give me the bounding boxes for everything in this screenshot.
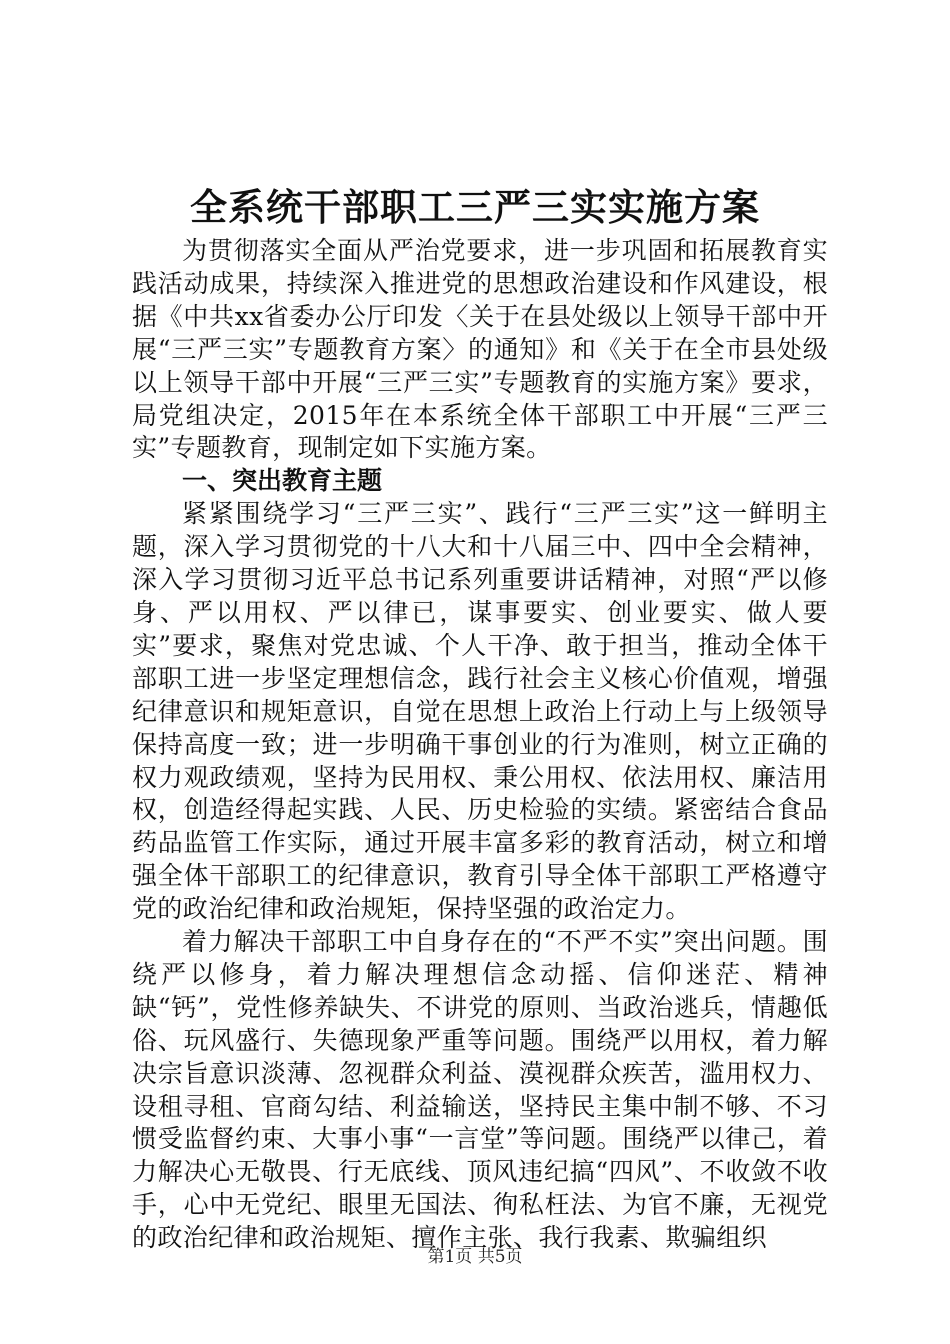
- page-number-footer: 第1页 共5页: [427, 1247, 523, 1267]
- section-heading: 一、突出教育主题: [182, 466, 383, 496]
- section-paragraph-1: 紧紧围绕学习“三严三实”、践行“三严三实”这一鲜明主题，深入学习贯彻党的十八大和十八届三中、四中全会精神，深入学习贯彻习近平总书记系列重要讲话精神，对照“严以修身、严以用权、严以律已，谋事要实、创业要实、做人要实”要求，聚焦对党忠诚、个人干净、敢于担当，推动全体干部职工进一步坚定理想信念，践行社会主义核心价值观，增强纪律意识和规矩意识，自觉在思想上政治上行动上与上级领导保持高度一致；进一步明确干事创业的行为准则，树立正确的权力观政绩观，坚持为民用权、秉公用权、依法用权、廉洁用权，创造经得起实践、人民、历史检验的实绩。紧密结合食品药品监管工作实际，通过开展丰富多彩的教育活动，树立和增强全体干部职工的纪律意识，教育引导全体干部职工严格遵守党的政治纪律和政治规矩，保持坚强的政治定力。: [132, 499, 828, 924]
- document-title: 全系统干部职工三严三实实施方案: [190, 186, 760, 229]
- document-body: [132, 235, 828, 1255]
- section-paragraph-2: 着力解决干部职工中自身存在的“不严不实”突出问题。围绕严以修身，着力解决理想信念动摇、信仰迷茫、精神缺“钙”，党性修养缺失、不讲党的原则、当政治逃兵，情趣低俗、玩风盛行、失德现象严重等问题。围绕严以用权，着力解决宗旨意识淡薄、忽视群众利益、漠视群众疾苦，滥用权力、设租寻租、官商勾结、利益输送，坚持民主集中制不够、不习惯受监督约束、大事小事“一言堂”等问题。围绕严以律己，着力解决心无敬畏、行无底线、顶风违纪搞“四风”、不收敛不收手，心中无党纪、眼里无国法、徇私枉法、为官不廉，无视党的政治纪律和政治规矩、擅作主张、我行我素、欺骗组织: [132, 927, 828, 1253]
- intro-paragraph: 为贯彻落实全面从严治党要求，进一步巩固和拓展教育实践活动成果，持续深入推进党的思想政治建设和作风建设，根据《中共xx省委办公厅印发〈关于在县处级以上领导干部中开展“三严三实”专题教育方案〉的通知》和《关于在全市县处级以上领导干部中开展“三严三实”专题教育的实施方案》要求，局党组决定，2015年在本系统全体干部职工中开展“三严三实”专题教育，现制定如下实施方案。: [132, 236, 828, 463]
